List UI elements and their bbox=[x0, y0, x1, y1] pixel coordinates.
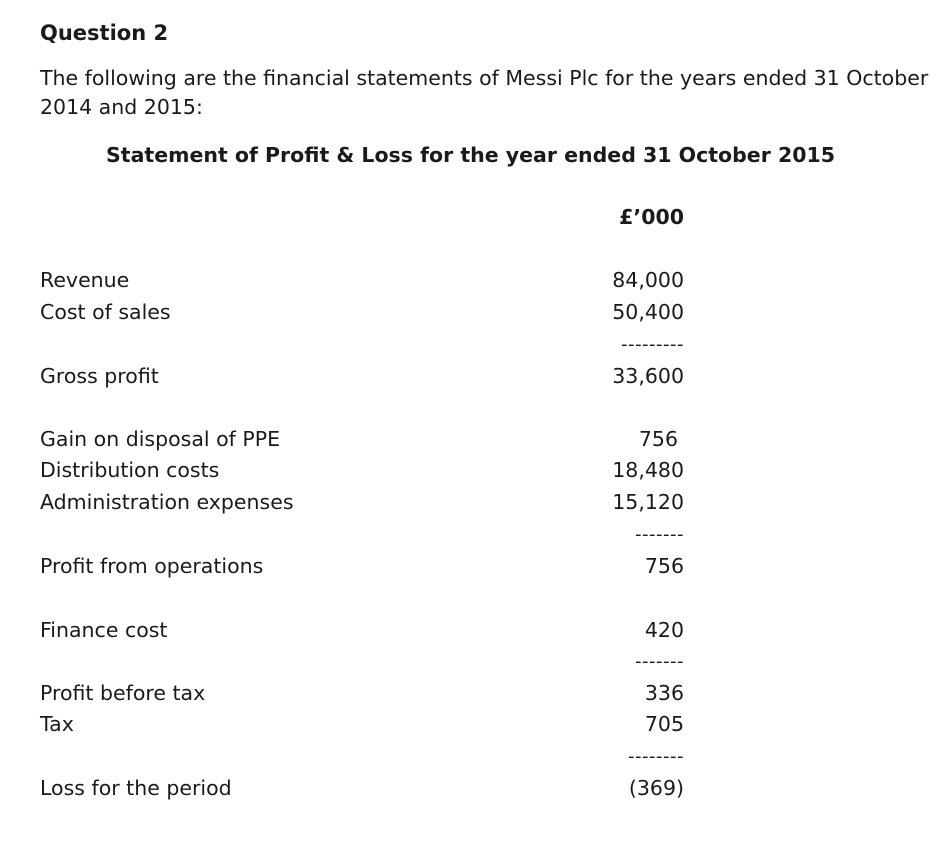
row-label-tax: Tax bbox=[40, 712, 74, 736]
row-label-gross-profit: Gross profit bbox=[40, 364, 159, 388]
row-value-revenue: 84,000 bbox=[612, 268, 684, 292]
row-label-cost-of-sales: Cost of sales bbox=[40, 300, 171, 324]
row-label-distribution-costs: Distribution costs bbox=[40, 458, 220, 482]
row-label-gain-on-disposal: Gain on disposal of PPE bbox=[40, 427, 281, 451]
subtotal-rule: --------- bbox=[621, 334, 684, 355]
row-label-profit-before-tax: Profit before tax bbox=[40, 681, 206, 705]
currency-column-header: £’000 bbox=[619, 205, 684, 229]
row-value-gross-profit: 33,600 bbox=[612, 364, 684, 388]
question-heading: Question 2 bbox=[40, 21, 169, 45]
row-value-cost-of-sales: 50,400 bbox=[612, 300, 684, 324]
row-value-loss-for-the-period: (369) bbox=[628, 776, 684, 800]
intro-paragraph: The following are the financial statements of Messi Plc for the years ended 31 October 2014 and 2015: bbox=[40, 66, 929, 119]
row-label-revenue: Revenue bbox=[40, 268, 130, 292]
row-value-administration-expenses: 15,120 bbox=[612, 490, 684, 514]
subtotal-rule: ------- bbox=[635, 651, 684, 672]
row-value-profit-from-operations: 756 bbox=[644, 554, 684, 578]
row-value-profit-before-tax: 336 bbox=[644, 681, 684, 705]
statement-title: Statement of Profit & Loss for the year ended 31 October 2015 bbox=[106, 143, 836, 167]
row-value-distribution-costs: 18,480 bbox=[612, 458, 684, 482]
row-label-finance-cost: Finance cost bbox=[40, 618, 168, 642]
total-rule: -------- bbox=[628, 746, 684, 767]
row-label-administration-expenses: Administration expenses bbox=[40, 490, 294, 514]
row-value-gain-on-disposal: 756 bbox=[638, 427, 678, 451]
subtotal-rule: ------- bbox=[635, 524, 684, 545]
row-label-loss-for-the-period: Loss for the period bbox=[40, 776, 232, 800]
row-label-profit-from-operations: Profit from operations bbox=[40, 554, 264, 578]
row-value-finance-cost: 420 bbox=[644, 618, 684, 642]
row-value-tax: 705 bbox=[644, 712, 684, 736]
